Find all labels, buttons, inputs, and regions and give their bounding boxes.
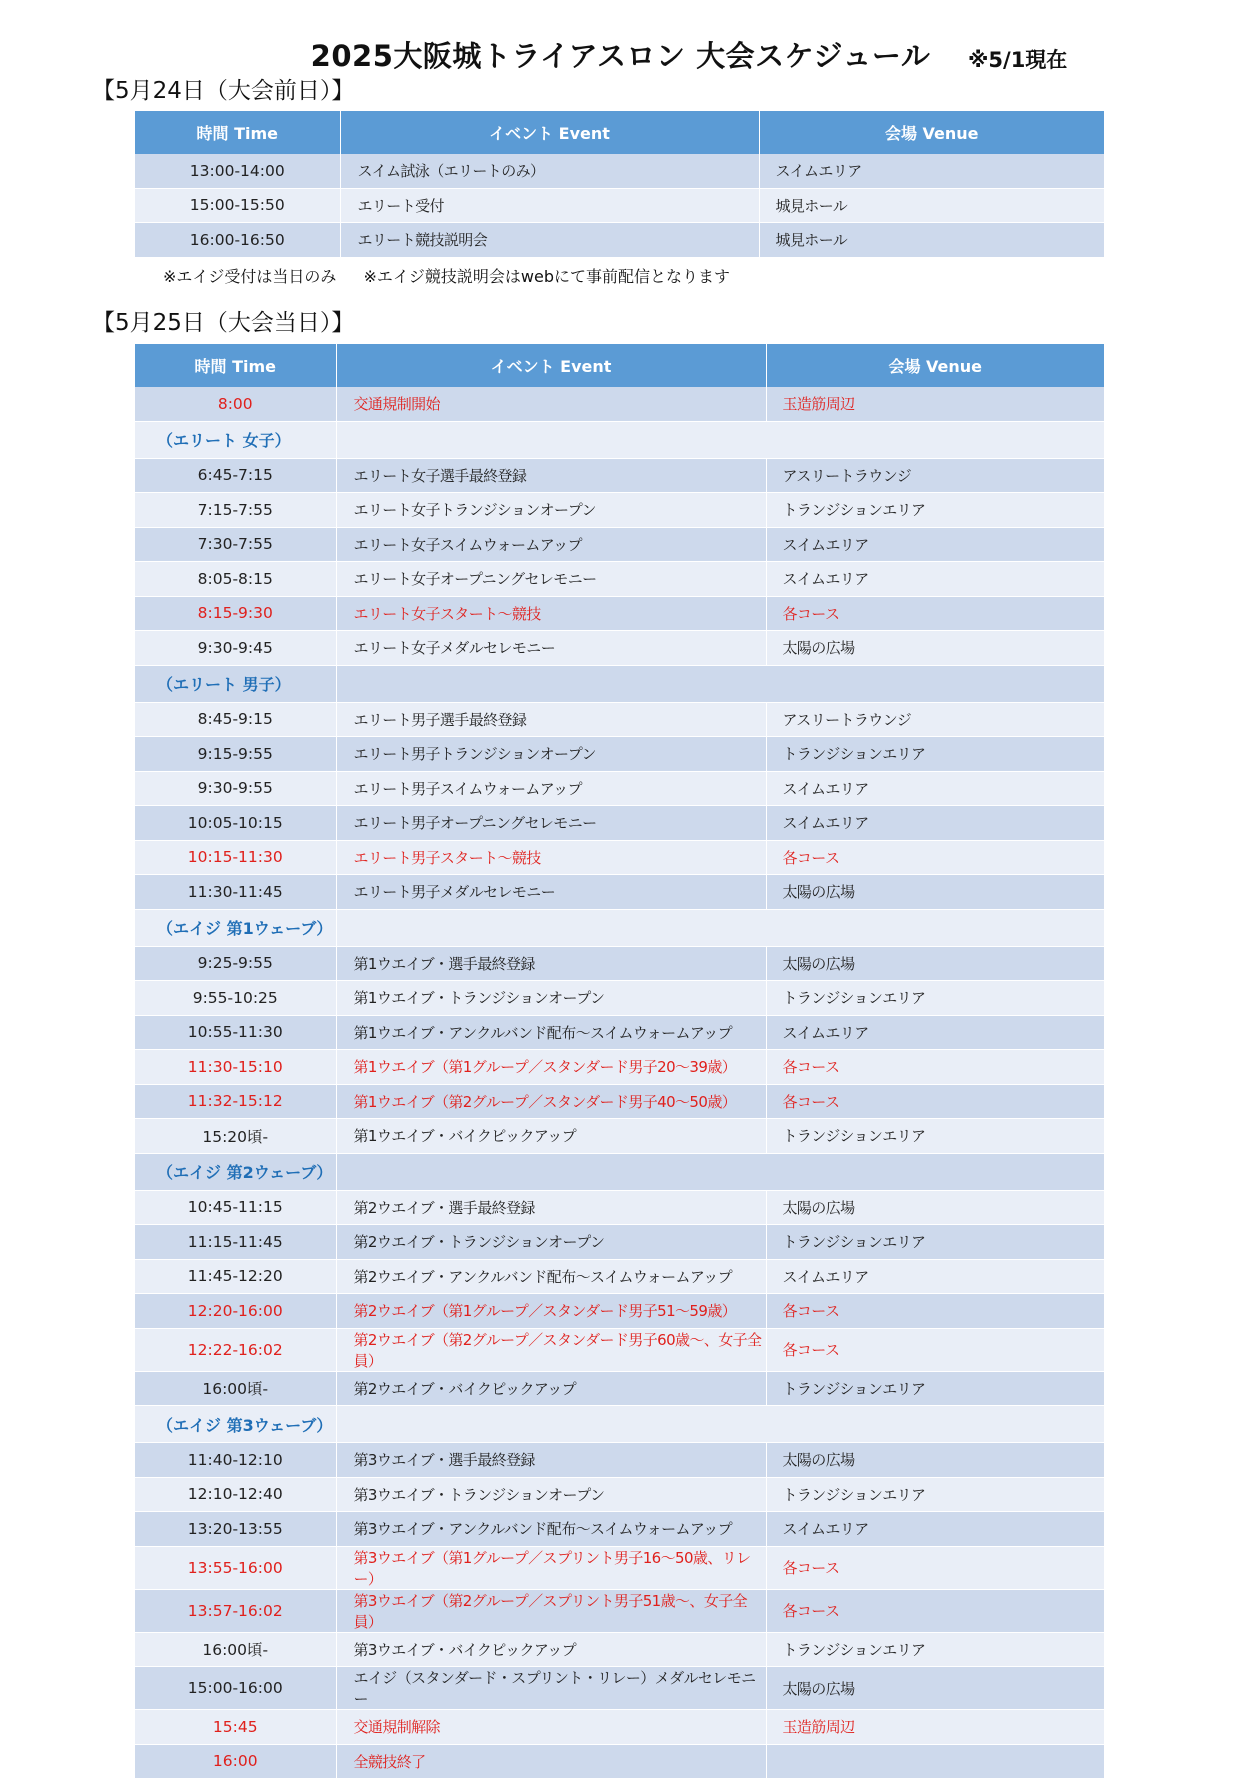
cell-event: エリート受付 bbox=[340, 188, 759, 223]
note-age-reception: ※エイジ受付は当日のみ bbox=[163, 267, 337, 286]
table-row bbox=[135, 875, 1104, 910]
table-row bbox=[135, 1744, 1104, 1779]
cell-venue: 太陽の広場 bbox=[766, 1443, 1104, 1478]
note-age-briefing: ※エイジ競技説明会はwebにて事前配信となります bbox=[363, 267, 731, 286]
header-venue: 会場 Venue bbox=[766, 344, 1104, 387]
cell-venue: スイムエリア bbox=[766, 1512, 1104, 1547]
cell-event: 第3ウエイブ・トランジションオープン bbox=[336, 1477, 766, 1512]
cell-venue: 城見ホール bbox=[759, 188, 1104, 223]
cell-event: エリート女子メダルセレモニー bbox=[336, 631, 766, 666]
table-row bbox=[135, 1225, 1104, 1260]
cell-time: 9:30-9:55 bbox=[135, 771, 336, 806]
section-label: （エリート 男子） bbox=[135, 665, 336, 702]
cell-time: 11:30-15:10 bbox=[135, 1050, 336, 1085]
cell-venue: 各コース bbox=[766, 1084, 1104, 1119]
table-header-row bbox=[135, 344, 1104, 387]
cell-event: 第1ウエイブ（第2グループ／スタンダード男子40～50歳） bbox=[336, 1084, 766, 1119]
table-row bbox=[135, 1084, 1104, 1119]
cell-event: エリート男子選手最終登録 bbox=[336, 702, 766, 737]
table-row bbox=[135, 1546, 1104, 1589]
cell-venue: 太陽の広場 bbox=[766, 946, 1104, 981]
table-row bbox=[135, 527, 1104, 562]
cell-time: 9:30-9:45 bbox=[135, 631, 336, 666]
table-row bbox=[135, 188, 1104, 223]
section-spacer bbox=[336, 665, 1104, 702]
table-row bbox=[135, 154, 1104, 188]
section-row bbox=[135, 665, 1104, 702]
cell-venue: 各コース bbox=[766, 596, 1104, 631]
cell-time: 8:05-8:15 bbox=[135, 562, 336, 597]
table-row bbox=[135, 1119, 1104, 1154]
cell-time: 8:15-9:30 bbox=[135, 596, 336, 631]
cell-time: 11:40-12:10 bbox=[135, 1443, 336, 1478]
cell-time: 16:00頃- bbox=[135, 1371, 336, 1406]
table-row bbox=[135, 1477, 1104, 1512]
cell-venue: トランジションエリア bbox=[766, 737, 1104, 772]
table-row bbox=[135, 1015, 1104, 1050]
cell-time: 7:30-7:55 bbox=[135, 527, 336, 562]
cell-time: 10:15-11:30 bbox=[135, 840, 336, 875]
section-row bbox=[135, 421, 1104, 458]
section-spacer bbox=[336, 421, 1104, 458]
cell-time: 12:20-16:00 bbox=[135, 1294, 336, 1329]
cell-venue: トランジションエリア bbox=[766, 1371, 1104, 1406]
cell-venue: 太陽の広場 bbox=[766, 1190, 1104, 1225]
table-row bbox=[135, 1328, 1104, 1371]
cell-time: 8:00 bbox=[135, 387, 336, 421]
table-row bbox=[135, 946, 1104, 981]
cell-event: 第1ウエイブ・トランジションオープン bbox=[336, 981, 766, 1016]
cell-event: 全競技終了 bbox=[336, 1744, 766, 1779]
cell-venue: トランジションエリア bbox=[766, 493, 1104, 528]
section-spacer bbox=[336, 1153, 1104, 1190]
cell-event: エリート女子トランジションオープン bbox=[336, 493, 766, 528]
cell-event: 第2ウエイブ・アンクルバンド配布～スイムウォームアップ bbox=[336, 1259, 766, 1294]
cell-time: 11:45-12:20 bbox=[135, 1259, 336, 1294]
cell-venue: アスリートラウンジ bbox=[766, 702, 1104, 737]
cell-venue bbox=[766, 1744, 1104, 1779]
cell-event: 第1ウエイブ・アンクルバンド配布～スイムウォームアップ bbox=[336, 1015, 766, 1050]
cell-event: 第1ウエイブ・バイクピックアップ bbox=[336, 1119, 766, 1154]
table-row bbox=[135, 981, 1104, 1016]
day2-heading: 【5月25日（大会当日）】 bbox=[92, 310, 355, 336]
section-row bbox=[135, 1153, 1104, 1190]
cell-venue: アスリートラウンジ bbox=[766, 458, 1104, 493]
cell-event: エリート女子選手最終登録 bbox=[336, 458, 766, 493]
cell-event: エリート女子スイムウォームアップ bbox=[336, 527, 766, 562]
cell-venue: トランジションエリア bbox=[766, 1225, 1104, 1260]
cell-time: 15:00-16:00 bbox=[135, 1667, 336, 1710]
header-time: 時間 Time bbox=[135, 344, 336, 387]
table-row bbox=[135, 596, 1104, 631]
cell-event: エイジ（スタンダード・スプリント・リレー）メダルセレモニー bbox=[336, 1667, 766, 1710]
cell-venue: トランジションエリア bbox=[766, 981, 1104, 1016]
table-row bbox=[135, 458, 1104, 493]
cell-time: 10:45-11:15 bbox=[135, 1190, 336, 1225]
cell-time: 10:05-10:15 bbox=[135, 806, 336, 841]
cell-venue: 太陽の広場 bbox=[766, 631, 1104, 666]
table-row bbox=[135, 493, 1104, 528]
table-row bbox=[135, 1710, 1104, 1745]
cell-time: 16:00-16:50 bbox=[135, 223, 340, 258]
cell-time: 8:45-9:15 bbox=[135, 702, 336, 737]
day1-schedule-table bbox=[135, 111, 1104, 258]
cell-event: 第1ウエイブ（第1グループ／スタンダード男子20～39歳） bbox=[336, 1050, 766, 1085]
table-row bbox=[135, 1050, 1104, 1085]
cell-event: エリート男子メダルセレモニー bbox=[336, 875, 766, 910]
cell-event: 交通規制開始 bbox=[336, 387, 766, 421]
table-row bbox=[135, 771, 1104, 806]
header-event: イベント Event bbox=[336, 344, 766, 387]
table-row bbox=[135, 737, 1104, 772]
cell-venue: 玉造筋周辺 bbox=[766, 387, 1104, 421]
cell-venue: 太陽の広場 bbox=[766, 875, 1104, 910]
cell-event: 交通規制解除 bbox=[336, 1710, 766, 1745]
cell-time: 13:00-14:00 bbox=[135, 154, 340, 188]
cell-venue: 各コース bbox=[766, 1589, 1104, 1632]
header-venue: 会場 Venue bbox=[759, 111, 1104, 154]
cell-time: 11:32-15:12 bbox=[135, 1084, 336, 1119]
cell-time: 15:45 bbox=[135, 1710, 336, 1745]
cell-event: 第3ウエイブ（第2グループ／スプリント男子51歳～、女子全員） bbox=[336, 1589, 766, 1632]
cell-venue: スイムエリア bbox=[766, 1259, 1104, 1294]
table-row bbox=[135, 1632, 1104, 1667]
cell-event: 第3ウエイブ（第1グループ／スプリント男子16～50歳、リレー） bbox=[336, 1546, 766, 1589]
cell-event: エリート男子トランジションオープン bbox=[336, 737, 766, 772]
table-row bbox=[135, 1294, 1104, 1329]
cell-venue: スイムエリア bbox=[766, 771, 1104, 806]
cell-time: 10:55-11:30 bbox=[135, 1015, 336, 1050]
cell-venue: トランジションエリア bbox=[766, 1477, 1104, 1512]
cell-venue: 各コース bbox=[766, 1050, 1104, 1085]
cell-time: 12:22-16:02 bbox=[135, 1328, 336, 1371]
cell-venue: スイムエリア bbox=[759, 154, 1104, 188]
cell-time: 16:00頃- bbox=[135, 1632, 336, 1667]
section-label: （エリート 女子） bbox=[135, 421, 336, 458]
section-label: （エイジ 第2ウェーブ） bbox=[135, 1153, 336, 1190]
day1-heading: 【5月24日（大会前日）】 bbox=[92, 78, 355, 104]
cell-venue: 城見ホール bbox=[759, 223, 1104, 258]
section-row bbox=[135, 909, 1104, 946]
cell-time: 16:00 bbox=[135, 1744, 336, 1779]
table-row bbox=[135, 1589, 1104, 1632]
table-row bbox=[135, 1443, 1104, 1478]
cell-time: 11:15-11:45 bbox=[135, 1225, 336, 1260]
cell-time: 7:15-7:55 bbox=[135, 493, 336, 528]
cell-event: 第1ウエイブ・選手最終登録 bbox=[336, 946, 766, 981]
table-row bbox=[135, 387, 1104, 421]
table-row bbox=[135, 702, 1104, 737]
header-event: イベント Event bbox=[340, 111, 759, 154]
cell-event: 第2ウエイブ・トランジションオープン bbox=[336, 1225, 766, 1260]
section-label: （エイジ 第3ウェーブ） bbox=[135, 1406, 336, 1443]
cell-venue: 玉造筋周辺 bbox=[766, 1710, 1104, 1745]
cell-venue: 各コース bbox=[766, 1546, 1104, 1589]
table-row bbox=[135, 1190, 1104, 1225]
cell-time: 9:25-9:55 bbox=[135, 946, 336, 981]
cell-venue: スイムエリア bbox=[766, 806, 1104, 841]
section-spacer bbox=[336, 909, 1104, 946]
cell-event: エリート女子スタート～競技 bbox=[336, 596, 766, 631]
cell-event: 第2ウエイブ・選手最終登録 bbox=[336, 1190, 766, 1225]
cell-event: エリート男子スタート～競技 bbox=[336, 840, 766, 875]
cell-event: エリート競技説明会 bbox=[340, 223, 759, 258]
day1-notes bbox=[163, 264, 752, 287]
cell-venue: トランジションエリア bbox=[766, 1632, 1104, 1667]
table-row bbox=[135, 1371, 1104, 1406]
as-of-date: ※5/1現在 bbox=[968, 48, 1068, 72]
table-row bbox=[135, 631, 1104, 666]
cell-time: 12:10-12:40 bbox=[135, 1477, 336, 1512]
cell-event: 第2ウエイブ・バイクピックアップ bbox=[336, 1371, 766, 1406]
cell-time: 13:57-16:02 bbox=[135, 1589, 336, 1632]
cell-event: エリート男子スイムウォームアップ bbox=[336, 771, 766, 806]
cell-event: エリート女子オープニングセレモニー bbox=[336, 562, 766, 597]
cell-time: 15:00-15:50 bbox=[135, 188, 340, 223]
table-row bbox=[135, 1259, 1104, 1294]
cell-venue: スイムエリア bbox=[766, 1015, 1104, 1050]
table-row bbox=[135, 223, 1104, 258]
cell-event: エリート男子オープニングセレモニー bbox=[336, 806, 766, 841]
cell-venue: トランジションエリア bbox=[766, 1119, 1104, 1154]
table-row bbox=[135, 1667, 1104, 1710]
cell-event: 第3ウエイブ・選手最終登録 bbox=[336, 1443, 766, 1478]
cell-event: 第3ウエイブ・アンクルバンド配布～スイムウォームアップ bbox=[336, 1512, 766, 1547]
cell-event: スイム試泳（エリートのみ） bbox=[340, 154, 759, 188]
header-time: 時間 Time bbox=[135, 111, 340, 154]
table-row bbox=[135, 1512, 1104, 1547]
section-row bbox=[135, 1406, 1104, 1443]
cell-time: 15:20頃- bbox=[135, 1119, 336, 1154]
cell-venue: スイムエリア bbox=[766, 527, 1104, 562]
table-row bbox=[135, 562, 1104, 597]
cell-venue: 各コース bbox=[766, 840, 1104, 875]
section-spacer bbox=[336, 1406, 1104, 1443]
table-row bbox=[135, 806, 1104, 841]
section-label: （エイジ 第1ウェーブ） bbox=[135, 909, 336, 946]
cell-event: 第2ウエイブ（第2グループ／スタンダード男子60歳～、女子全員） bbox=[336, 1328, 766, 1371]
page-title: 2025大阪城トライアスロン 大会スケジュール bbox=[310, 39, 931, 73]
cell-time: 9:15-9:55 bbox=[135, 737, 336, 772]
cell-time: 13:55-16:00 bbox=[135, 1546, 336, 1589]
table-header-row bbox=[135, 111, 1104, 154]
cell-time: 6:45-7:15 bbox=[135, 458, 336, 493]
cell-time: 13:20-13:55 bbox=[135, 1512, 336, 1547]
cell-venue: スイムエリア bbox=[766, 562, 1104, 597]
day2-schedule-table bbox=[135, 344, 1104, 1779]
cell-event: 第3ウエイブ・バイクピックアップ bbox=[336, 1632, 766, 1667]
cell-time: 11:30-11:45 bbox=[135, 875, 336, 910]
cell-venue: 太陽の広場 bbox=[766, 1667, 1104, 1710]
table-row bbox=[135, 840, 1104, 875]
cell-venue: 各コース bbox=[766, 1328, 1104, 1371]
cell-venue: 各コース bbox=[766, 1294, 1104, 1329]
cell-event: 第2ウエイブ（第1グループ／スタンダード男子51～59歳） bbox=[336, 1294, 766, 1329]
cell-time: 9:55-10:25 bbox=[135, 981, 336, 1016]
